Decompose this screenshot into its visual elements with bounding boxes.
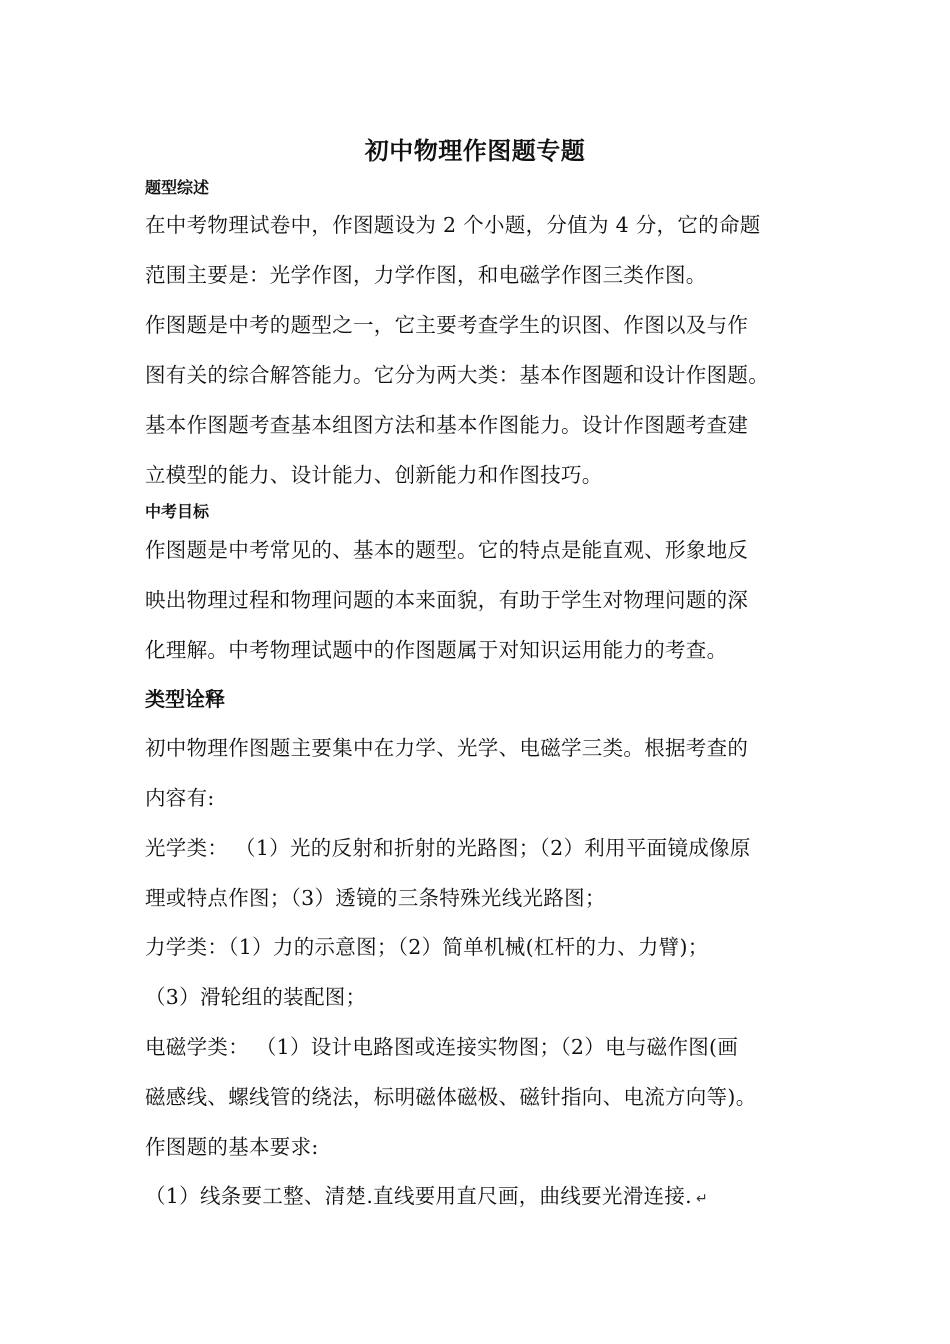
section-heading-overview: 题型综述 [145,178,210,197]
paragraph-line-text: （1）线条要工整、清楚.直线要用直尺画，曲线要光滑连接. [145,1184,692,1208]
paragraph-line: 在中考物理试卷中，作图题设为 2 个小题，分值为 4 分，它的命题 [145,213,761,237]
paragraph-line: 图有关的综合解答能力。它分为两大类：基本作图题和设计作图题。 [145,363,769,387]
paragraph-line: 电磁学类： （1）设计电路图或连接实物图；（2）电与磁作图(画 [145,1035,739,1059]
section-heading-exam-goal: 中考目标 [145,502,210,521]
paragraph-line: 映出物理过程和物理问题的本来面貌，有助于学生对物理问题的深 [145,588,749,612]
paragraph-line: 化理解。中考物理试题中的作图题属于对知识运用能力的考查。 [145,638,728,662]
paragraph-line: 立模型的能力、设计能力、创新能力和作图技巧。 [145,463,603,487]
section-heading-type-explanation: 类型诠释 [145,687,225,711]
paragraph-line: 磁感线、螺线管的绕法，标明磁体磁极、磁针指向、电流方向等)。 [145,1085,757,1109]
paragraph-line: 内容有: [145,786,215,810]
paragraph-line: 理或特点作图；（3）透镜的三条特殊光线光路图； [145,886,606,910]
paragraph-mark-icon: ↵ [695,1191,709,1207]
paragraph-line: 基本作图题考查基本组图方法和基本作图能力。设计作图题考查建 [145,413,749,437]
paragraph-line: 作图题是中考常见的、基本的题型。它的特点是能直观、形象地反 [145,538,749,562]
paragraph-line: 作图题的基本要求: [145,1135,319,1159]
paragraph-line: 作图题是中考的题型之一，它主要考查学生的识图、作图以及与作 [145,313,749,337]
paragraph-line: 初中物理作图题主要集中在力学、光学、电磁学三类。根据考查的 [145,736,749,760]
paragraph-line: （3）滑轮组的装配图； [145,985,367,1009]
paragraph-line: 范围主要是：光学作图，力学作图，和电磁学作图三类作图。 [145,263,707,287]
paragraph-line-last [145,1181,708,1214]
paragraph-line: 光学类： （1）光的反射和折射的光路图；（2）利用平面镜成像原 [145,836,751,860]
paragraph-line: 力学类：（1）力的示意图；（2）简单机械(杠杆的力、力臂)； [145,935,709,959]
document-title: 初中物理作图题专题 [364,136,586,165]
